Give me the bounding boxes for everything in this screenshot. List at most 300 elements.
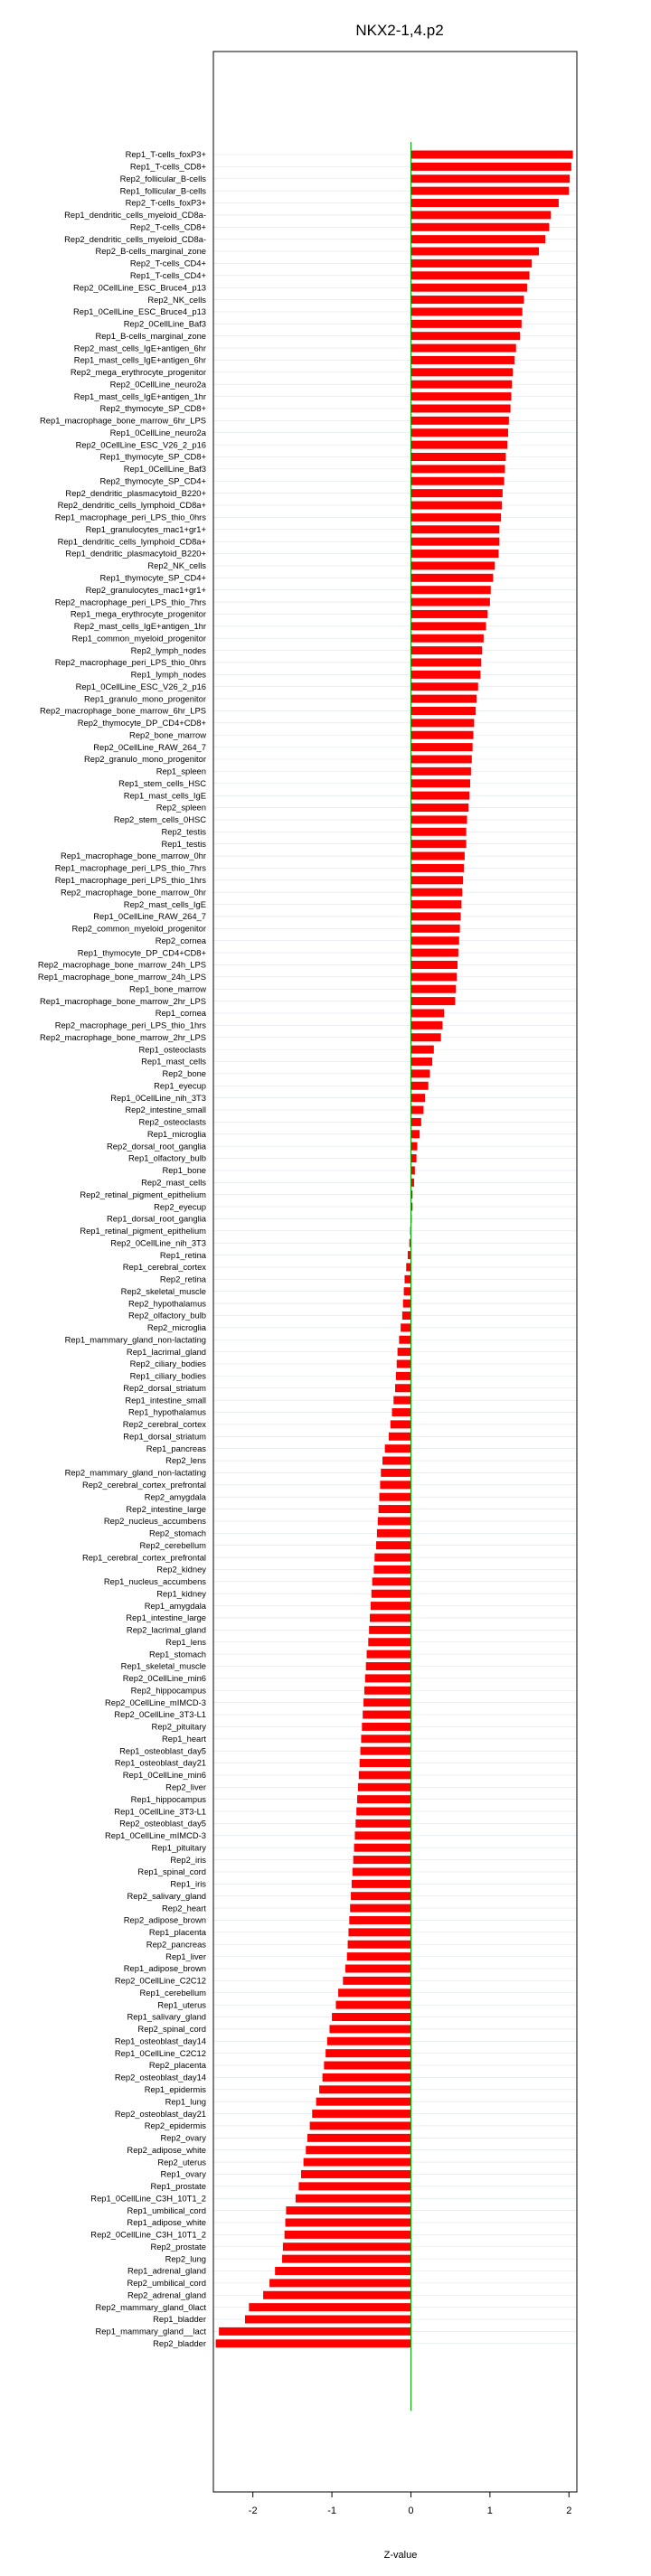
category-label: Rep2_adipose_white [127, 2144, 206, 2155]
category-label: Rep2_granulo_mono_progenitor [84, 754, 206, 765]
bar [410, 404, 510, 412]
category-label: Rep2_ciliary_bodies [129, 1359, 206, 1369]
category-label: Rep1_T-cells_foxP3+ [125, 149, 206, 160]
bar [372, 1590, 411, 1598]
category-label: Rep2_nucleus_accumbens [103, 1516, 206, 1527]
bar [298, 2182, 410, 2190]
category-label: Rep1_adipose_brown [123, 1963, 206, 1974]
category-label: Rep1_amygdala [144, 1600, 206, 1611]
bar [370, 1613, 410, 1622]
x-tick-label: 0 [408, 2505, 414, 2516]
bar [282, 2255, 410, 2263]
category-label: Rep1_epidermis [144, 2084, 206, 2094]
category-label: Rep2_0CellLine_RAW_264_7 [93, 741, 206, 752]
bar [312, 2110, 410, 2118]
bar [410, 428, 507, 437]
category-label: Rep1_hypothalamus [128, 1406, 206, 1417]
category-label: Rep1_dendritic_plasmacytoid_B220+ [65, 548, 206, 559]
bar [324, 2062, 410, 2070]
category-label: Rep2_kidney [156, 1564, 206, 1575]
category-label: Rep1_0CellLine_RAW_264_7 [93, 911, 206, 922]
category-label: Rep1_lung [165, 2096, 206, 2107]
category-label: Rep1_iris [170, 1878, 206, 1889]
bar [410, 344, 515, 353]
bar [354, 1856, 411, 1864]
category-label: Rep2_bone [162, 1068, 206, 1079]
category-label: Rep2_macrophage_peri_LPS_thio_0hrs [54, 657, 206, 668]
category-label: Rep2_cerebral_cortex_prefrontal [81, 1480, 206, 1490]
category-label: Rep2_0CellLine_C2C12 [114, 1975, 206, 1986]
category-label: Rep1_dendritic_cells_myeloid_CD8a- [64, 210, 206, 221]
bar [410, 381, 512, 389]
bar [363, 1698, 410, 1706]
chart-title: NKX2-1,4.p2 [355, 22, 444, 39]
bar [393, 1396, 410, 1405]
bar [219, 2327, 410, 2336]
x-axis-label: Z-value [383, 2550, 418, 2561]
category-label: Rep2_cornea [155, 935, 206, 945]
category-label: Rep2_follicular_B-cells [119, 173, 206, 183]
bar [285, 2231, 411, 2239]
bar [410, 502, 501, 510]
category-label: Rep2_T-cells_CD8+ [129, 221, 206, 232]
category-label: Rep1_intestine_large [126, 1612, 206, 1623]
bar [408, 1251, 411, 1259]
category-label: Rep1_mast_cells_IgE [123, 790, 206, 801]
bar [374, 1554, 410, 1562]
bar [373, 1577, 411, 1585]
category-label: Rep2_macrophage_peri_LPS_thio_1hrs [54, 1020, 206, 1030]
category-label: Rep1_macrophage_peri_LPS_thio_0hrs [54, 512, 206, 522]
category-label: Rep2_T-cells_foxP3+ [125, 197, 206, 208]
category-label: Rep2_mast_cells_IgE+antigen_6hr [73, 343, 206, 353]
category-label: Rep2_eyecup [154, 1201, 206, 1212]
bar [402, 1312, 411, 1320]
bar [410, 187, 569, 195]
category-label: Rep1_bladder [153, 2314, 206, 2325]
category-label: Rep1_T-cells_CD4+ [129, 270, 206, 280]
category-label: Rep2_dorsal_striatum [123, 1382, 206, 1393]
bar [410, 840, 466, 848]
bar [399, 1336, 410, 1344]
bar [410, 235, 545, 243]
category-label: Rep1_pituitary [151, 1842, 206, 1853]
bar [306, 2146, 410, 2154]
category-label: Rep1_0CellLine_Baf3 [123, 464, 206, 475]
category-label: Rep2_dorsal_root_ganglia [107, 1141, 206, 1152]
bar [301, 2170, 410, 2178]
category-label: Rep2_placenta [148, 2060, 206, 2071]
bar [410, 211, 551, 219]
bar [376, 1541, 410, 1549]
bar [351, 1892, 410, 1900]
category-label: Rep1_T-cells_CD8+ [129, 161, 206, 172]
category-label: Rep1_0CellLine_min6 [122, 1770, 206, 1781]
bar [404, 1275, 410, 1283]
category-label: Rep1_spinal_cord [137, 1866, 206, 1877]
bar [216, 2339, 411, 2347]
category-label: Rep2_mast_cells [141, 1177, 206, 1188]
bar [410, 586, 490, 594]
bar [410, 1094, 425, 1102]
category-label: Rep2_pituitary [151, 1721, 206, 1732]
bar [410, 973, 457, 981]
category-label: Rep2_macrophage_bone_marrow_2hr_LPS [40, 1031, 206, 1042]
bar [410, 635, 483, 643]
category-label: Rep2_macrophage_bone_marrow_24h_LPS [37, 959, 206, 970]
category-label: Rep2_hippocampus [130, 1685, 206, 1696]
category-label: Rep2_heart [162, 1903, 206, 1913]
category-label: Rep1_pancreas [146, 1443, 206, 1453]
category-label: Rep1_lymph_nodes [130, 669, 206, 680]
bar [286, 2218, 411, 2226]
category-label: Rep2_hypothalamus [128, 1298, 206, 1309]
bar [410, 658, 481, 666]
bar [410, 767, 470, 776]
bar [410, 368, 513, 376]
category-label: Rep1_hippocampus [130, 1793, 206, 1804]
bar [378, 1517, 411, 1525]
category-label: Rep1_thymocyte_SP_CD8+ [99, 451, 206, 462]
category-label: Rep2_mega_erythrocyte_progenitor [70, 367, 206, 378]
category-label: Rep2_bladder [153, 2337, 206, 2348]
category-label: Rep1_lacrimal_gland [126, 1346, 206, 1357]
bar [352, 1880, 411, 1888]
bar [410, 1082, 428, 1090]
bar [410, 453, 505, 461]
bar [410, 296, 524, 304]
category-label: Rep1_0CellLine_C3H_10T1_2 [90, 2193, 206, 2204]
category-label: Rep2_macrophage_bone_marrow_0hr [60, 887, 206, 898]
bar [410, 610, 487, 618]
category-label: Rep2_dendritic_cells_myeloid_CD8a- [64, 233, 206, 244]
category-label: Rep2_uterus [157, 2157, 206, 2167]
category-label: Rep2_retinal_pigment_epithelium [80, 1189, 206, 1199]
bar [367, 1650, 411, 1659]
bar [354, 1844, 411, 1852]
bar [410, 936, 458, 945]
x-tick-label: -1 [327, 2505, 336, 2516]
category-label: Rep1_B-cells_marginal_zone [95, 330, 206, 341]
category-label: Rep1_mast_cells_IgE+antigen_6hr [73, 354, 206, 365]
category-label: Rep1_kidney [156, 1588, 206, 1599]
category-label: Rep1_0CellLine_neuro2a [109, 427, 206, 437]
category-label: Rep2_retina [159, 1274, 206, 1284]
bar [410, 441, 507, 449]
category-label: Rep2_stem_cells_0HSC [113, 814, 206, 825]
category-label: Rep2_spleen [156, 802, 206, 813]
bar [355, 1819, 410, 1828]
category-label: Rep1_granulo_mono_progenitor [84, 693, 206, 704]
bar [326, 2049, 410, 2057]
category-label: Rep2_NK_cells [147, 294, 206, 305]
bar [410, 792, 469, 800]
bar [410, 912, 460, 920]
category-label: Rep1_adipose_white [127, 2217, 206, 2228]
category-label: Rep1_0CellLine_nih_3T3 [110, 1092, 206, 1103]
category-label: Rep2_thymocyte_DP_CD4+CD8+ [77, 718, 206, 729]
bar [410, 538, 499, 546]
bar [359, 1771, 411, 1779]
bar [410, 223, 549, 231]
bar [410, 1118, 420, 1126]
bar [410, 815, 467, 823]
bar [410, 1179, 414, 1187]
category-label: Rep1_spleen [156, 766, 206, 776]
category-label: Rep1_lens [165, 1636, 206, 1647]
category-label: Rep1_0CellLine_mIMCD-3 [104, 1830, 206, 1841]
bar [410, 477, 504, 485]
category-label: Rep2_dendritic_cells_lymphoid_CD8a+ [57, 500, 206, 511]
bar [356, 1808, 410, 1816]
bar [380, 1481, 410, 1489]
category-label: Rep2_0CellLine_3T3-L1 [114, 1709, 206, 1720]
category-label: Rep2_bone_marrow [129, 729, 206, 740]
category-label: Rep1_0CellLine_ESC_Bruce4_p13 [73, 306, 206, 317]
bar [310, 2121, 411, 2129]
category-label: Rep1_mammary_gland_non-lactating [64, 1334, 206, 1345]
bar [296, 2195, 411, 2203]
category-label: Rep1_intestine_small [125, 1395, 206, 1406]
bar [348, 1941, 411, 1949]
category-label: Rep1_heart [162, 1733, 206, 1744]
bar [368, 1638, 410, 1646]
category-label: Rep2_mammary_gland_non-lactating [64, 1467, 206, 1478]
category-label: Rep1_testis [161, 838, 206, 849]
category-label: Rep2_macrophage_bone_marrow_6hr_LPS [40, 705, 206, 716]
category-label: Rep1_eyecup [154, 1080, 206, 1091]
bar [385, 1444, 411, 1453]
category-label: Rep1_osteoblast_day14 [114, 2035, 206, 2046]
bar [410, 1009, 444, 1017]
bar [410, 598, 489, 606]
category-label: Rep2_granulocytes_mac1+gr1+ [85, 584, 206, 595]
bar [410, 864, 464, 872]
bar [380, 1493, 411, 1501]
category-label: Rep1_bone [162, 1165, 206, 1176]
category-label: Rep2_umbilical_cord [127, 2278, 206, 2289]
category-label: Rep1_macrophage_peri_LPS_thio_7hrs [54, 862, 206, 873]
category-label: Rep2_prostate [150, 2241, 206, 2252]
bar [410, 1033, 440, 1041]
bar [379, 1505, 411, 1513]
category-label: Rep2_thymocyte_SP_CD8+ [99, 403, 206, 414]
bar [410, 1021, 442, 1029]
bar [395, 1384, 410, 1392]
bar [410, 1058, 432, 1066]
category-label: Rep1_prostate [150, 2181, 206, 2192]
bar [349, 1916, 410, 1924]
category-label: Rep2_NK_cells [147, 560, 206, 571]
category-label: Rep2_skeletal_muscle [120, 1285, 206, 1296]
bar [323, 2073, 411, 2082]
bar [319, 2085, 410, 2093]
category-label: Rep1_salivary_gland [127, 2011, 206, 2022]
category-label: Rep2_ovary [160, 2132, 206, 2143]
category-label: Rep2_osteoblast_day21 [114, 2108, 206, 2119]
category-label: Rep1_mast_cells_IgE+antigen_1hr [73, 390, 206, 401]
bar [373, 1565, 410, 1574]
category-label: Rep2_salivary_gland [127, 1890, 206, 1901]
category-label: Rep2_0CellLine_ESC_V26_2_p16 [75, 439, 206, 450]
bar [410, 779, 470, 787]
bar [335, 2001, 410, 2009]
bar [410, 356, 514, 364]
category-label: Rep1_retinal_pigment_epithelium [80, 1226, 206, 1236]
bar [354, 1831, 410, 1839]
bar [382, 1457, 410, 1465]
bar [397, 1360, 411, 1368]
bar [410, 1130, 420, 1138]
bar [410, 985, 456, 993]
bar [365, 1674, 411, 1682]
category-label: Rep2_common_myeloid_progenitor [71, 923, 206, 934]
bar [269, 2279, 410, 2287]
bar [410, 1142, 417, 1151]
bar [316, 2098, 411, 2106]
x-tick-label: -2 [248, 2505, 258, 2516]
bar [410, 550, 498, 558]
category-label: Rep2_cerebellum [139, 1539, 206, 1550]
category-label: Rep2_iris [170, 1854, 206, 1865]
bar [358, 1783, 411, 1791]
category-label: Rep1_stem_cells_HSC [118, 777, 206, 788]
bar [410, 151, 572, 159]
category-label: Rep2_testis [161, 826, 206, 837]
category-label: Rep1_dorsal_root_ganglia [107, 1213, 206, 1224]
bar [369, 1626, 410, 1634]
category-label: Rep2_stomach [148, 1528, 206, 1538]
category-label: Rep1_macrophage_peri_LPS_thio_1hrs [54, 875, 206, 885]
bar [410, 163, 571, 171]
bar [410, 248, 539, 256]
category-label: Rep1_retina [159, 1249, 206, 1260]
category-label: Rep1_cerebellum [139, 1987, 206, 1998]
bar [371, 1602, 411, 1610]
bar [307, 2134, 410, 2142]
bar [362, 1723, 410, 1731]
bar [410, 1106, 423, 1114]
category-label: Rep1_0CellLine_C2C12 [114, 2047, 206, 2058]
category-label: Rep2_adipose_brown [123, 1914, 206, 1925]
bars [216, 151, 573, 2348]
bar [249, 2303, 410, 2311]
bar [410, 743, 472, 751]
category-label: Rep1_thymocyte_SP_CD4+ [99, 572, 206, 583]
bar [410, 804, 468, 812]
bar [338, 1988, 410, 1997]
category-label: Rep1_follicular_B-cells [119, 185, 206, 196]
category-label: Rep2_liver [165, 1782, 206, 1792]
category-label: Rep1_macrophage_bone_marrow_24h_LPS [37, 972, 206, 982]
category-label: Rep2_osteoblast_day5 [119, 1818, 206, 1829]
category-label: Rep1_cornea [155, 1008, 206, 1019]
bar [410, 284, 526, 292]
category-label: Rep2_0CellLine_C3H_10T1_2 [90, 2229, 206, 2240]
category-label: Rep1_ciliary_bodies [129, 1370, 206, 1381]
category-label: Rep1_0CellLine_ESC_V26_2_p16 [75, 681, 206, 691]
bar [410, 1046, 433, 1054]
bar [410, 622, 486, 630]
category-label: Rep1_microglia [146, 1128, 206, 1139]
bar [404, 1287, 411, 1295]
bar [410, 320, 521, 328]
category-label: Rep2_0CellLine_min6 [122, 1673, 206, 1684]
category-label: Rep1_umbilical_cord [127, 2205, 206, 2215]
category-label: Rep1_mega_erythrocyte_progenitor [70, 608, 206, 619]
category-label: Rep2_B-cells_marginal_zone [95, 246, 206, 257]
category-label: Rep1_granulocytes_mac1+gr1+ [85, 523, 206, 534]
bar [410, 525, 499, 533]
category-label: Rep2_0CellLine_nih_3T3 [110, 1237, 206, 1248]
bar [410, 949, 458, 957]
bar [304, 2158, 411, 2167]
bar [410, 828, 466, 836]
category-label: Rep1_mast_cells [141, 1056, 206, 1067]
category-label: Rep2_olfactory_bulb [128, 1310, 206, 1321]
category-label: Rep1_olfactory_bulb [128, 1152, 206, 1163]
bar [357, 1795, 410, 1803]
bar [410, 307, 522, 315]
bar [286, 2206, 410, 2214]
bar [348, 1928, 410, 1936]
x-tick-label: 1 [486, 2505, 493, 2516]
bar [381, 1469, 410, 1477]
category-label: Rep2_intestine_small [125, 1105, 206, 1115]
category-label: Rep2_epidermis [144, 2120, 206, 2131]
category-label: Rep2_amygdala [144, 1491, 206, 1502]
bar [410, 489, 502, 497]
x-tick-label: 2 [566, 2505, 572, 2516]
bar [389, 1433, 410, 1441]
category-label: Rep1_mammary_gland__lact [95, 2326, 206, 2336]
bar [410, 997, 455, 1005]
bar [347, 1952, 411, 1960]
category-label: Rep2_0CellLine_ESC_Bruce4_p13 [73, 282, 206, 293]
bar [350, 1904, 410, 1913]
category-label: Rep2_macrophage_peri_LPS_thio_7hrs [54, 597, 206, 607]
category-label: Rep2_osteoclasts [138, 1116, 206, 1127]
bar [410, 174, 570, 183]
category-label: Rep2_lacrimal_gland [126, 1624, 206, 1635]
bar [410, 900, 461, 908]
category-label: Rep2_intestine_large [126, 1503, 206, 1514]
bar [392, 1408, 411, 1416]
bar [361, 1735, 410, 1743]
bar [410, 392, 511, 400]
bar [403, 1300, 411, 1308]
category-label: Rep2_lens [165, 1455, 206, 1466]
bar [410, 695, 476, 703]
category-label: Rep1_bone_marrow [129, 983, 206, 994]
category-label: Rep2_mast_cells_IgE+antigen_1hr [73, 621, 206, 632]
category-label: Rep1_nucleus_accumbens [103, 1576, 206, 1587]
category-label: Rep1_skeletal_muscle [120, 1660, 206, 1671]
bar [332, 2013, 410, 2021]
bar [410, 925, 459, 933]
bar [410, 961, 458, 969]
category-label: Rep1_uterus [157, 1999, 206, 2010]
x-axis-ticks [249, 2492, 572, 2516]
category-label: Rep1_macrophage_bone_marrow_2hr_LPS [40, 995, 206, 1006]
bar [410, 513, 501, 522]
bar [410, 671, 480, 679]
category-label: Rep2_adrenal_gland [127, 2289, 206, 2300]
bar [396, 1372, 411, 1380]
category-label: Rep1_0CellLine_3T3-L1 [114, 1806, 206, 1817]
category-label: Rep2_mast_cells_IgE [123, 898, 206, 909]
bar [275, 2267, 410, 2275]
